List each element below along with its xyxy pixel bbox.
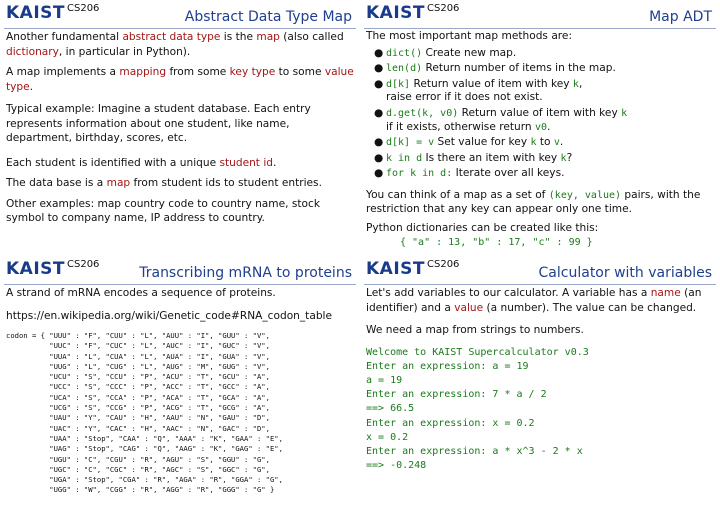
code-line: "UAG" : "Stop", "CAG" : "Q", "AAG" : "K", "GAG" : "E", — [6, 444, 283, 454]
code-line: "UGU" : "C", "CGU" : "R", "AGU" : "S", "GGU" : "G", — [6, 454, 270, 464]
wikipedia-link[interactable]: https://en.wikipedia.org/wiki/Genetic_code#RNA_codon_table — [6, 309, 333, 322]
course-code: CS206 — [67, 259, 100, 270]
bullet-icon: ● — [374, 77, 384, 90]
slide-body — [6, 30, 354, 232]
paragraph: The data base is a map from student ids to student entries. — [6, 177, 322, 189]
codon-table-code — [6, 331, 354, 496]
list-item: ● for k in d: Iterate over all keys. — [374, 167, 565, 180]
code-line: "UUA" : "L", "CUA" : "L", "AUA" : "I", "GUA" : "V", — [6, 351, 270, 361]
paragraph: Python dictionaries can be created like this: — [366, 222, 599, 235]
terminal-line: Welcome to KAIST Supercalculator v0.3 — [366, 346, 589, 358]
terminal-line: Enter an expression: x = 0.2 — [366, 417, 535, 429]
slide-body — [6, 286, 354, 496]
bullet-icon: ● — [374, 136, 384, 149]
terminal-output — [366, 346, 714, 474]
paragraph: Other examples: map country code to country name, stock symbol to company name, IP address to country. — [6, 197, 320, 224]
slide-header — [4, 2, 356, 29]
list-item: ● k in d Is there an item with key k? — [374, 151, 573, 164]
slide-transcribing-mrna — [4, 258, 356, 505]
slide-calculator-variables — [364, 258, 716, 505]
list-item: ● dict() Create new map. — [374, 46, 517, 59]
list-item: ● d[k] = v Set value for key k to v. — [374, 136, 564, 149]
slide-header — [4, 258, 356, 285]
kaist-logo: KAIST — [6, 259, 65, 279]
code-line: "UAA" : "Stop", "CAA" : "Q", "AAA" : "K", "GAA" : "E", — [6, 433, 283, 443]
code-line: "UGA" : "Stop", "CGA" : "R", "AGA" : "R", "GGA" : "G", — [6, 475, 283, 485]
paragraph: Another fundamental abstract data type is the map (also called dictionary, in particular in Python). — [6, 31, 344, 58]
code-line: "UCA" : "S", "CCA" : "P", "ACA" : "T", "GCA" : "A", — [6, 392, 270, 402]
bullet-icon: ● — [374, 46, 384, 59]
list-item: ● d.get(k, v0) Return value of item with key k if it exists, otherwise return v0. — [374, 106, 628, 133]
code-line: "UCU" : "S", "CCU" : "P", "ACU" : "T", "GCU" : "A", — [6, 372, 270, 382]
slide-title: Map ADT — [649, 9, 712, 25]
list-item: ● len(d) Return number of items in the map. — [374, 62, 616, 75]
paragraph: We need a map from strings to numbers. — [366, 324, 584, 336]
dict-example: { "a" : 13, "b" : 17, "c" : 99 } — [400, 236, 593, 248]
terminal-line: x = 0.2 — [366, 431, 409, 443]
code-line: "UUC" : "F", "CUC" : "L", "AUC" : "I", "GUC" : "V", — [6, 341, 270, 351]
course-code: CS206 — [67, 3, 100, 14]
terminal-line: ==> 66.5 — [366, 403, 415, 415]
code-line: "UCC" : "S", "CCC" : "P", "ACC" : "T", "GCC" : "A", — [6, 382, 270, 392]
slide-header — [364, 258, 716, 285]
code-line: "UCG" : "S", "CCG" : "P", "ACG" : "T", "GCG" : "A", — [6, 403, 270, 413]
paragraph: A map implements a mapping from some key type to some value type. — [6, 66, 354, 93]
bullet-icon: ● — [374, 62, 384, 75]
paragraph: A strand of mRNA encodes a sequence of proteins. — [6, 287, 276, 299]
terminal-line: ==> -0.248 — [366, 460, 427, 472]
terminal-line: a = 19 — [366, 374, 403, 386]
kaist-logo: KAIST — [366, 259, 425, 279]
paragraph: The most important map methods are: — [366, 30, 573, 42]
slide-body — [366, 30, 714, 249]
code-line: "UAC" : "Y", "CAC" : "H", "AAC" : "N", "GAC" : "D", — [6, 423, 270, 433]
course-code: CS206 — [427, 259, 460, 270]
method-list — [366, 47, 714, 181]
slide-map-adt — [364, 2, 716, 249]
slide-abstract-data-type-map — [4, 2, 356, 249]
code-line: codon = { "UUU" : "F", "CUU" : "L", "AUU" : "I", "GUU" : "V", — [6, 331, 270, 340]
bullet-icon: ● — [374, 106, 384, 119]
bullet-icon: ● — [374, 151, 384, 164]
paragraph: Let's add variables to our calculator. A variable has a name (an identifier) and a value (a number). The value can be changed. — [366, 287, 702, 314]
code-line: "UGG" : "W", "CGG" : "R", "AGG" : "R", "GGG" : "G" } — [6, 485, 275, 495]
slide-title: Transcribing mRNA to proteins — [139, 265, 352, 281]
code-line: "UGC" : "C", "CGC" : "R", "AGC" : "S", "GGC" : "G", — [6, 464, 270, 474]
terminal-line: Enter an expression: a * x^3 - 2 * x — [366, 445, 583, 457]
list-item: ● d[k] Return value of item with key k, raise error if it does not exist. — [374, 77, 583, 104]
terminal-line: Enter an expression: 7 * a / 2 — [366, 389, 547, 401]
paragraph: Typical example: Imagine a student database. Each entry represents information about one student, like name, department, birthday, scores, etc. — [6, 103, 311, 144]
slide-title: Abstract Data Type Map — [184, 9, 352, 25]
slide-header — [364, 2, 716, 29]
terminal-line: Enter an expression: a = 19 — [366, 360, 529, 372]
slide-title: Calculator with variables — [538, 265, 712, 281]
paragraph: You can think of a map as a set of (key, value) pairs, with the restriction that any key can appear only one time. — [366, 188, 701, 215]
code-line: "UUG" : "L", "CUG" : "L", "AUG" : "M", "GUG" : "V", — [6, 361, 270, 371]
course-code: CS206 — [427, 3, 460, 14]
slide-body — [366, 286, 714, 473]
paragraph: Each student is identified with a unique student id. — [6, 156, 277, 169]
kaist-logo: KAIST — [6, 3, 65, 23]
bullet-icon: ● — [374, 167, 384, 180]
kaist-logo: KAIST — [366, 3, 425, 23]
code-line: "UAU" : "Y", "CAU" : "H", "AAU" : "N", "GAU" : "D", — [6, 413, 270, 423]
